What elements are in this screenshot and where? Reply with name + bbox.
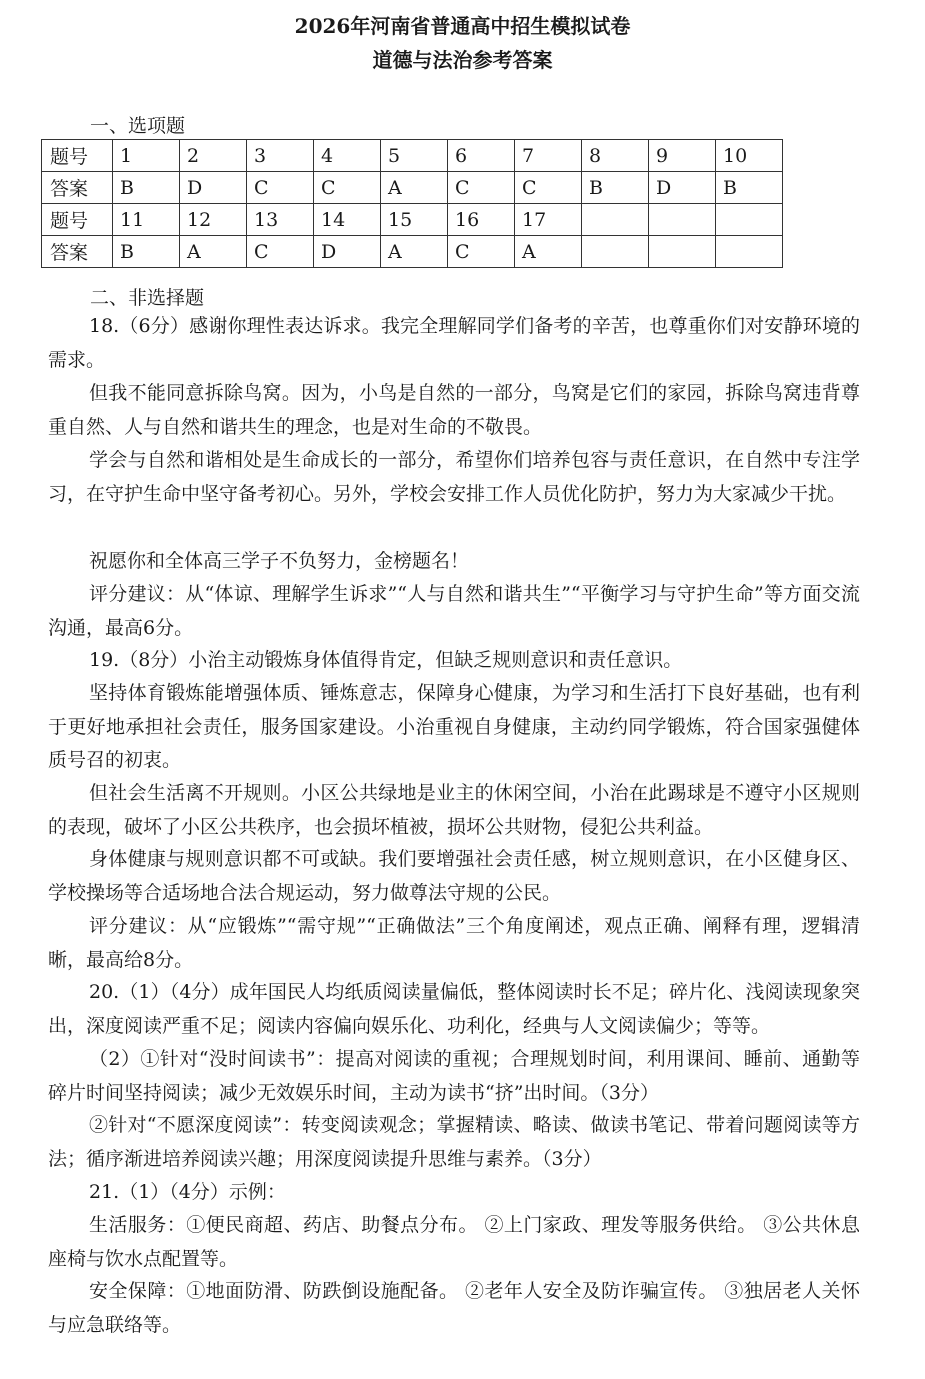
paragraph: 评分建议：从“应锻炼”“需守规”“正确做法”三个角度阐述，观点正确、阐释有理，逻辑清晰，最高给8分。	[48, 915, 860, 971]
table-row	[42, 204, 783, 236]
table-cell: B	[113, 172, 180, 204]
paragraph: 18.（6分）感谢你理性表达诉求。我完全理解同学们备考的辛苦，也尊重你们对安静环境的需求。	[48, 315, 860, 371]
table-row	[42, 140, 783, 172]
table-cell: B	[716, 172, 783, 204]
paragraph: 19.（8分）小治主动锻炼身体值得肯定，但缺乏规则意识和责任意识。	[89, 649, 683, 671]
paragraph: 20.（1）（4分）成年国民人均纸质阅读量偏低，整体阅读时长不足；碎片化、浅阅读现象突出，深度阅读严重不足；阅读内容偏向娱乐化、功利化，经典与人文阅读偏少；等等。	[48, 981, 860, 1037]
paragraph: ②针对“不愿深度阅读”：转变阅读观念；掌握精读、略读、做读书笔记、带着问题阅读等方法；循序渐进培养阅读兴趣；用深度阅读提升思维与素养。（3分）	[48, 1114, 860, 1170]
document-subtitle: 道德与法治参考答案	[372, 48, 553, 72]
table-cell: D	[180, 172, 247, 204]
section-heading-choice: 一、选项题	[90, 115, 186, 137]
table-cell: 14	[314, 204, 381, 236]
table-cell: 8	[582, 140, 649, 172]
table-cell: A	[180, 236, 247, 268]
paragraph: 生活服务：①便民商超、药店、助餐点分布。 ②上门家政、理发等服务供给。 ③公共休息座椅与饮水点配置等。	[48, 1214, 860, 1270]
table-cell	[716, 236, 783, 268]
paragraph: 21.（1）（4分）示例：	[89, 1181, 286, 1203]
table-cell: 17	[515, 204, 582, 236]
paragraph: 安全保障：①地面防滑、防跌倒设施配备。 ②老年人安全及防诈骗宣传。 ③独居老人关怀与应急联络等。	[48, 1280, 860, 1336]
table-cell: C	[314, 172, 381, 204]
table-cell: 16	[448, 204, 515, 236]
paragraph: 但社会生活离不开规则。小区公共绿地是业主的休闲空间，小治在此踢球是不遵守小区规则的表现，破坏了小区公共秩序，也会损坏植被，损坏公共财物，侵犯公共利益。	[48, 782, 860, 838]
section-heading-nonchoice: 二、非选择题	[90, 287, 205, 309]
table-cell: 4	[314, 140, 381, 172]
table-cell: 3	[247, 140, 314, 172]
table-cell: B	[582, 172, 649, 204]
table-cell: A	[381, 236, 448, 268]
answer-table	[41, 139, 783, 268]
table-cell: 13	[247, 204, 314, 236]
table-cell: 15	[381, 204, 448, 236]
table-cell: 9	[649, 140, 716, 172]
table-cell: C	[448, 236, 515, 268]
table-cell: A	[381, 172, 448, 204]
table-cell: D	[649, 172, 716, 204]
paragraph: 评分建议：从“体谅、理解学生诉求”“人与自然和谐共生”“平衡学习与守护生命”等方面交流沟通，最高6分。	[48, 583, 860, 639]
table-row-header: 答案	[42, 172, 113, 204]
table-cell: A	[515, 236, 582, 268]
table-row	[42, 236, 783, 268]
paragraph: 身体健康与规则意识都不可或缺。我们要增强社会责任感，树立规则意识，在小区健身区、学校操场等合适场地合法合规运动，努力做尊法守规的公民。	[48, 848, 860, 904]
table-cell: 11	[113, 204, 180, 236]
table-row-header: 题号	[42, 204, 113, 236]
paragraph: 但我不能同意拆除鸟窝。因为，小鸟是自然的一部分，鸟窝是它们的家园，拆除鸟窝违背尊重自然、人与自然和谐共生的理念，也是对生命的不敬畏。	[48, 382, 860, 438]
table-cell: 2	[180, 140, 247, 172]
table-cell: 5	[381, 140, 448, 172]
document-title: 2026年河南省普通高中招生模拟试卷	[294, 14, 631, 38]
paragraph: 祝愿你和全体高三学子不负努力，金榜题名！	[89, 550, 470, 572]
table-cell: 7	[515, 140, 582, 172]
paragraph: 坚持体育锻炼能增强体质、锤炼意志，保障身心健康，为学习和生活打下良好基础，也有利于更好地承担社会责任，服务国家建设。小治重视自身健康，主动约同学锻炼，符合国家强健体质号召的初衷。	[48, 682, 860, 771]
table-cell	[716, 204, 783, 236]
paragraph: （2）①针对“没时间读书”：提高对阅读的重视；合理规划时间，利用课间、睡前、通勤等碎片时间坚持阅读；减少无效娱乐时间，主动为读书“挤”出时间。（3分）	[48, 1048, 860, 1104]
table-cell: 10	[716, 140, 783, 172]
table-row-header: 题号	[42, 140, 113, 172]
table-row-header: 答案	[42, 236, 113, 268]
table-cell	[649, 236, 716, 268]
table-cell	[649, 204, 716, 236]
table-cell: 6	[448, 140, 515, 172]
table-cell: D	[314, 236, 381, 268]
table-cell: C	[515, 172, 582, 204]
table-cell: C	[448, 172, 515, 204]
paragraph: 学会与自然和谐相处是生命成长的一部分，希望你们培养包容与责任意识，在自然中专注学习，在守护生命中坚守备考初心。另外，学校会安排工作人员优化防护，努力为大家减少干扰。	[48, 449, 860, 505]
table-cell: 12	[180, 204, 247, 236]
table-cell	[582, 236, 649, 268]
table-cell: C	[247, 236, 314, 268]
table-cell: C	[247, 172, 314, 204]
table-cell: B	[113, 236, 180, 268]
table-cell: 1	[113, 140, 180, 172]
table-row	[42, 172, 783, 204]
table-cell	[582, 204, 649, 236]
